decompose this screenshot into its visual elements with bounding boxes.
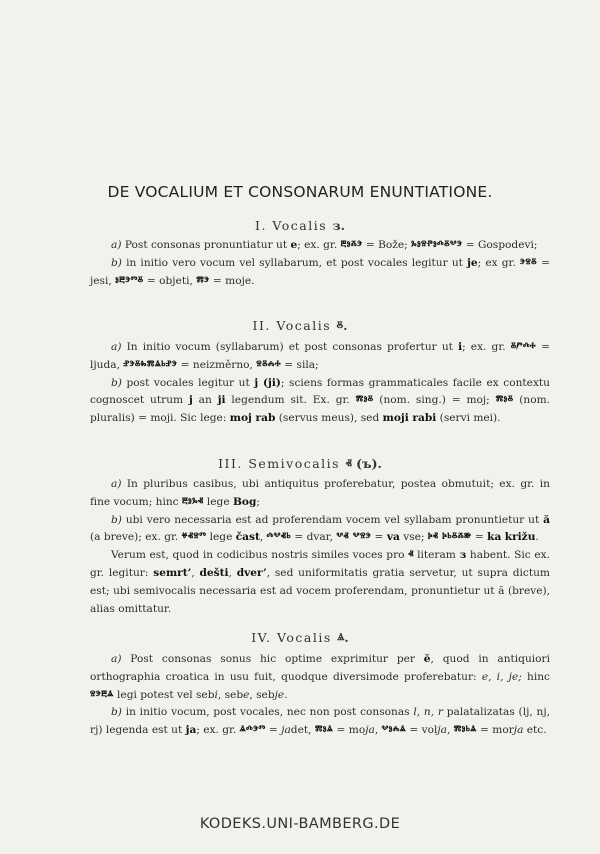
source-watermark: KODEKS.UNI-BAMBERG.DE: [199, 816, 401, 832]
section-2-body: [90, 339, 550, 428]
paragraph: b) ubi vero necessaria est ad proferendam vocem vel syllabam pronuntietur ut ă (a breve); ex. gr. ⱍⱏⱄⱅ lege čast, ⰴⰲⱏⱃ = dvar, ⰲⱏ ⰲⱄⰵ = va vse; ⰽⱏ ⰽⱃⰻⰶⱆ = ka križu.: [90, 513, 550, 544]
section-heading-4: [0, 630, 600, 646]
section-heading-label: II. Vocalis: [252, 318, 332, 333]
section-heading-label: IV. Vocalis: [251, 630, 332, 645]
section-heading-2: [0, 318, 600, 334]
section-1-body: [90, 237, 550, 290]
section-heading-glyph: ⱑ.: [337, 630, 349, 645]
section-heading-glyph: ⰻ.: [336, 318, 348, 333]
section-4-body: [90, 651, 550, 740]
paragraph: a) In initio vocum (syllabarum) et post consonas profertur ut i; ex. gr. ⰻⱓⰴⰰ = ljuda, ⱀⰵⰻⰸⰿⱑⱃⱀⰵ = neizměrno, ⱄⰻⰾⰰ = sila;: [90, 341, 550, 371]
section-heading-1: [0, 218, 600, 233]
page-title: DE VOCALIUM ET CONSONARUM ENUNTIATIONE.: [107, 183, 493, 201]
paragraph: a) Post consonas pronuntiatur ut e; ex. gr. ⰱⱁⰶⰵ = Bože; ⰳⱁⱄⱂⱁⰴⰻⰲⰵ = Gospodevi;: [111, 239, 538, 251]
paragraph: a) In pluribus casibus, ubi antiquitus proferebatur, postea obmutuit; ex. gr. in fine vocum; hinc ⰱⱁⰳⱏ lege Bog;: [90, 478, 550, 508]
paragraph: b) in initio vero vocum vel syllabarum, et post vocales legitur ut je; ex gr. ⰵⱄⰻ = jesi, ⱁⰱⰵⱅⰻ = objeti, ⰿⰵ = moje.: [90, 256, 551, 287]
paragraph: Verum est, quod in codicibus nostris similes voces pro ⱏ literam з habent. Sic ex. gr. legitur: semrt’, dešti, dver’, sed uniformitatis gratia servetur, ut supra dictum est; ubi semivocalis necessaria est ad vocem proferendam, pronuntietur ut ă (breve), alias omittatur.: [90, 549, 550, 615]
section-heading-3: [0, 456, 600, 472]
section-heading-glyph: ⱏ (ъ).: [345, 456, 382, 471]
section-heading-label: I. Vocalis: [255, 218, 328, 233]
section-heading-label: III. Semivocalis: [218, 456, 341, 471]
paragraph: a) Post consonas sonus hic optime exprimitur per ĕ, quod in antiquiori orthographia croatica in usu fuit, quodque diversimode proferebatur: e, i, je; hinc ⱄⰵⰱⱑ legi potest vel sebi, sebe, sebje.: [90, 653, 550, 701]
paragraph: b) in initio vocum, post vocales, nec non post consonas l, n, r palatalizatas (lj, nj, rj) legenda est ut ja; ex. gr. ⱑⰴⰵⱅ = jadet, ⰿⱁⱑ = moja, ⰲⱁⰾⱑ = volja, ⰿⱁⱃⱑ = morja etc.: [90, 706, 550, 737]
paragraph: b) post vocales legitur ut j (ji); sciens formas grammaticales facile ex contextu cognoscet utrum j an ji legendum sit. Ex. gr. ⰿⱁⰻ (nom. sing.) = moj; ⰿⱁⰻ (nom. pluralis) = moji. Sic lege: moj rab (servus meus), sed moji rabi (servi mei).: [90, 376, 551, 425]
section-heading-glyph: з.: [332, 218, 345, 233]
section-3-body: [90, 476, 550, 618]
